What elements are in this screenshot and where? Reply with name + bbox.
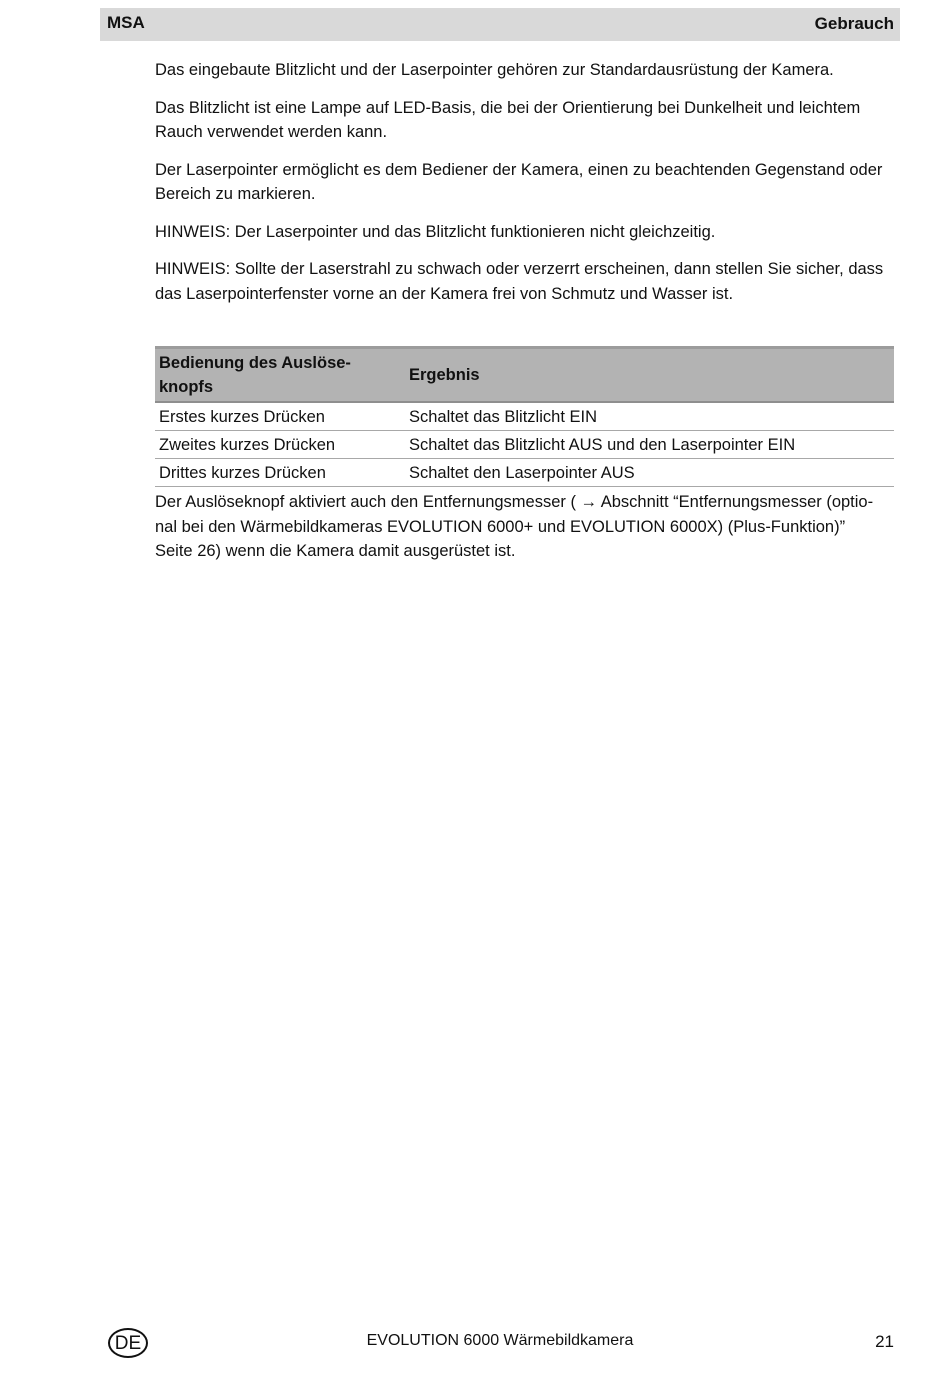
paragraph-flashlight: Das Blitzlicht ist eine Lampe auf LED-Basis, die bei der Orientierung bei Dunkelheit und leichtem Rauch verwendet werden kann. — [155, 98, 861, 141]
header-brand: MSA — [107, 13, 145, 32]
page-header — [100, 8, 900, 41]
table-header-row — [155, 348, 894, 403]
paragraph-rangefinder: Der Auslöseknopf aktiviert auch den Entfernungsmesser ( → Abschnitt “Entfernungsmesser (optio- nal bei den Wärmebildkameras EVOLUTION 6000+ und EVOLUTION 6000X) (Plus-Funktion)” Seite 26) wenn die Kamera damit ausgerüstet ist. — [155, 493, 874, 560]
table-cell-operation: Zweites kurzes Drücken — [155, 431, 405, 459]
table-header-operation: Bedienung des Auslöse- knopfs — [155, 348, 405, 403]
table-row — [155, 431, 894, 459]
paragraph-intro: Das eingebaute Blitzlicht und der Laserpointer gehören zur Standardausrüstung der Kamera. — [155, 61, 834, 79]
trigger-function-table — [155, 346, 894, 487]
body-text — [155, 58, 900, 319]
footer-title: EVOLUTION 6000 Wärmebildkamera — [366, 1332, 634, 1349]
page-number: 21 — [875, 1332, 894, 1351]
paragraph-laserpointer: Der Laserpointer ermöglicht es dem Bediener der Kamera, einen zu beachtenden Gegenstand oder Bereich zu markieren. — [155, 160, 883, 203]
table-header-result: Ergebnis — [405, 348, 894, 403]
table-row — [155, 402, 894, 431]
table-cell-result: Schaltet das Blitzlicht EIN — [405, 402, 894, 431]
table-cell-operation: Erstes kurzes Drücken — [155, 402, 405, 431]
note-laser-window: HINWEIS: Sollte der Laserstrahl zu schwach oder verzerrt erscheinen, dann stellen Sie sicher, dass das Laserpointerfenster vorne an der Kamera frei von Schmutz und Wasser ist. — [155, 260, 884, 303]
header-section-title: Gebrauch — [814, 14, 894, 33]
table-cell-result: Schaltet den Laserpointer AUS — [405, 459, 894, 487]
table-row — [155, 459, 894, 487]
table-cell-result: Schaltet das Blitzlicht AUS und den Laserpointer EIN — [405, 431, 894, 459]
note-simultaneous: HINWEIS: Der Laserpointer und das Blitzlicht funktionieren nicht gleichzeitig. — [155, 222, 716, 241]
language-badge: DE — [108, 1328, 148, 1358]
table-cell-operation: Drittes kurzes Drücken — [155, 459, 405, 487]
